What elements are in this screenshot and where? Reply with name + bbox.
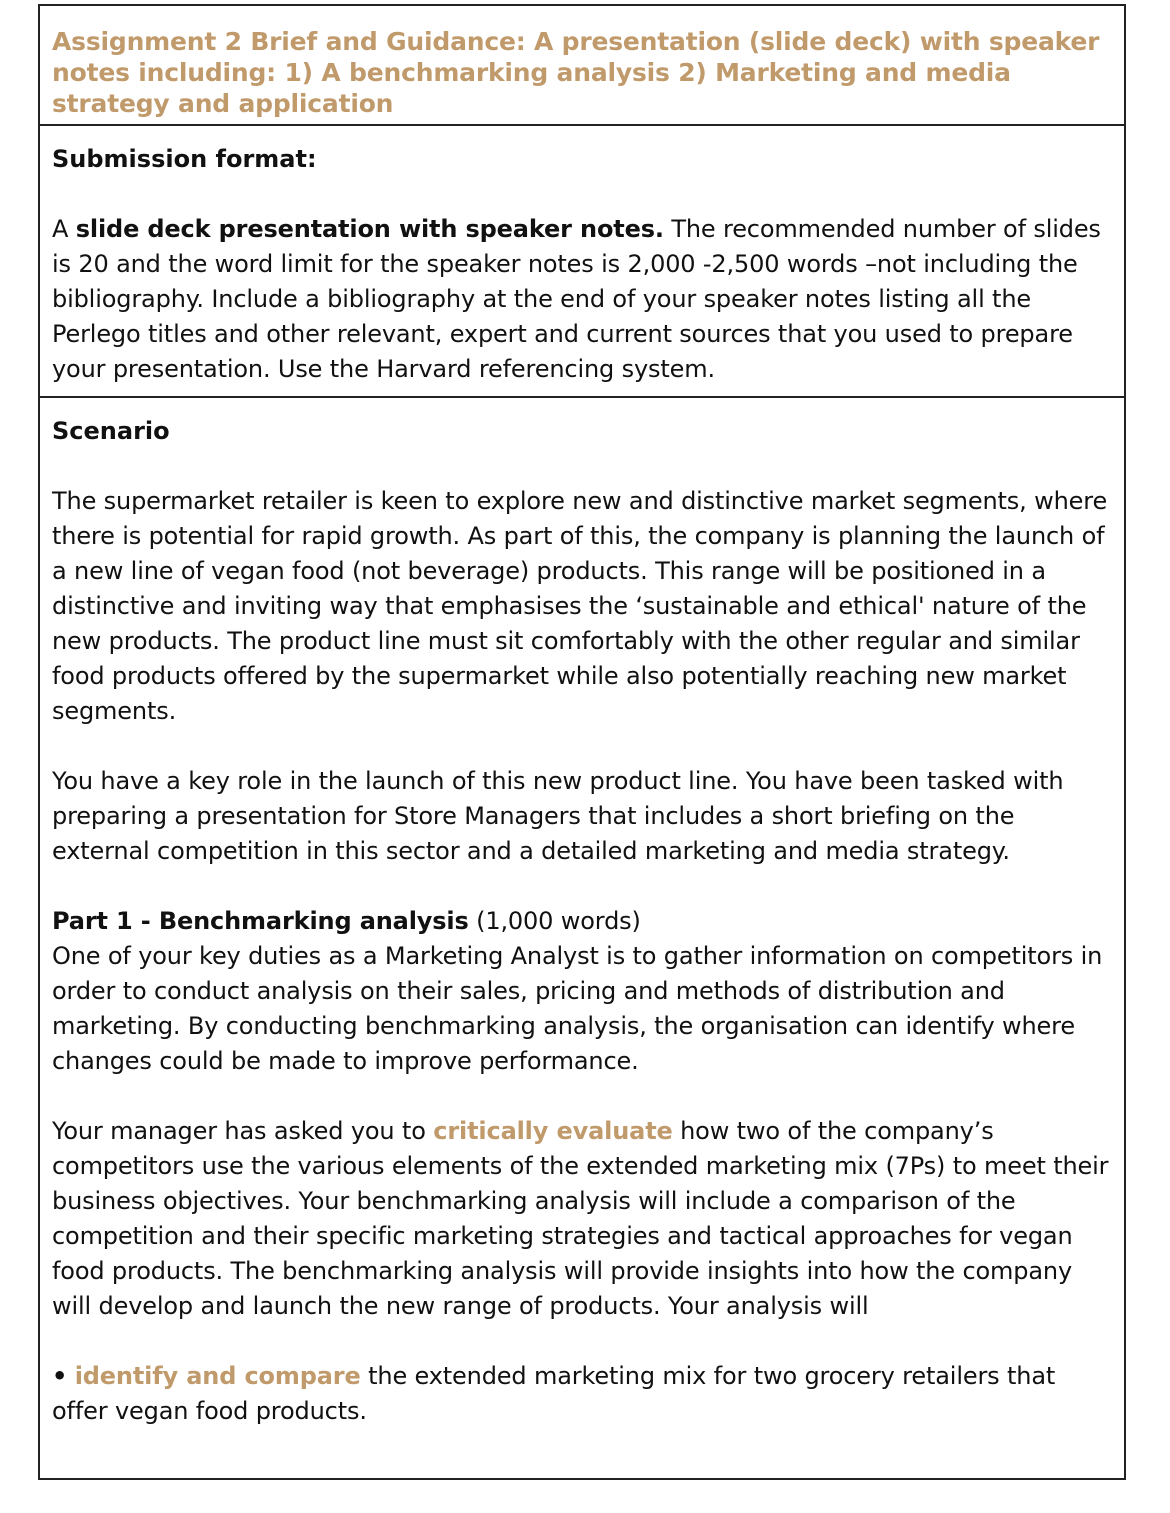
manager-paragraph — [52, 1114, 1112, 1324]
scenario-paragraph-1: The supermarket retailer is keen to explore new and distinctive market segments, where there is potential for rapid growth. As part of this, the company is planning the launch of a new line of vegan food (not beverage) products. This range will be positioned in a distinctive and inviting way that emphasises the ‘sustainable and ethical' nature of the new products. The product line must sit comfortably with the other regular and similar food products offered by the supermarket while also potentially reaching new market segments. — [52, 487, 1108, 725]
submission-cell — [40, 126, 1124, 398]
manager-post: how two of the company’s competitors use the various elements of the extended marketing mix (7Ps) to meet their business objectives. Your benchmarking analysis will include a comparison of the competition and their specific marketing strategies and tactical approaches for vegan food products. The benchmarking analysis will provide insights into how the company will develop and launch the new range of products. Your analysis will — [52, 1117, 1109, 1320]
bullet-symbol: • — [52, 1362, 68, 1390]
title-cell — [40, 6, 1124, 126]
spacer — [52, 449, 1112, 484]
scenario-heading: Scenario — [52, 417, 170, 445]
assignment-title: Assignment 2 Brief and Guidance: A presentation (slide deck) with speaker notes including: 1) A benchmarking analysis 2) Marketing and media strategy and application — [52, 27, 1100, 118]
part1-body: One of your key duties as a Marketing Analyst is to gather information on competitors in order to conduct analysis on their sales, pricing and methods of distribution and marketing. By conducting benchmarking analysis, the organisation can identify where changes could be made to improve performance. — [52, 942, 1103, 1075]
spacer — [52, 1079, 1112, 1114]
manager-accent: critically evaluate — [433, 1117, 673, 1145]
bullet-item — [52, 1359, 1112, 1429]
bullet-accent: identify and compare — [74, 1362, 361, 1390]
manager-pre: Your manager has asked you to — [52, 1117, 434, 1145]
scenario-cell — [40, 398, 1124, 1478]
brief-table — [38, 4, 1126, 1480]
spacer — [52, 177, 1112, 212]
part1-word-count: (1,000 words) — [468, 907, 641, 935]
part1-heading: Part 1 - Benchmarking analysis — [52, 907, 469, 935]
part1-heading-line — [52, 904, 1112, 939]
submission-body: The recommended number of slides is 20 and the word limit for the speaker notes is 2,000 -2,500 words –not including the bibliography. Include a bibliography at the end of your speaker notes listing all the Perlego titles and other relevant, expert and current sources that you used to prepare your presentation. Use the Harvard referencing system. — [52, 215, 1101, 383]
spacer — [52, 729, 1112, 764]
submission-heading: Submission format: — [52, 145, 317, 173]
submission-intro-bold: slide deck presentation with speaker notes. — [75, 215, 664, 243]
bullet-post: the extended marketing mix for two grocery retailers that offer vegan food products. — [52, 1362, 1056, 1425]
spacer — [52, 869, 1112, 904]
submission-intro: A — [52, 215, 76, 243]
spacer — [52, 1324, 1112, 1359]
scenario-paragraph-2: You have a key role in the launch of this new product line. You have been tasked with preparing a presentation for Store Managers that includes a short briefing on the external competition in this sector and a detailed marketing and media strategy. — [52, 767, 1064, 865]
submission-text — [52, 212, 1112, 387]
